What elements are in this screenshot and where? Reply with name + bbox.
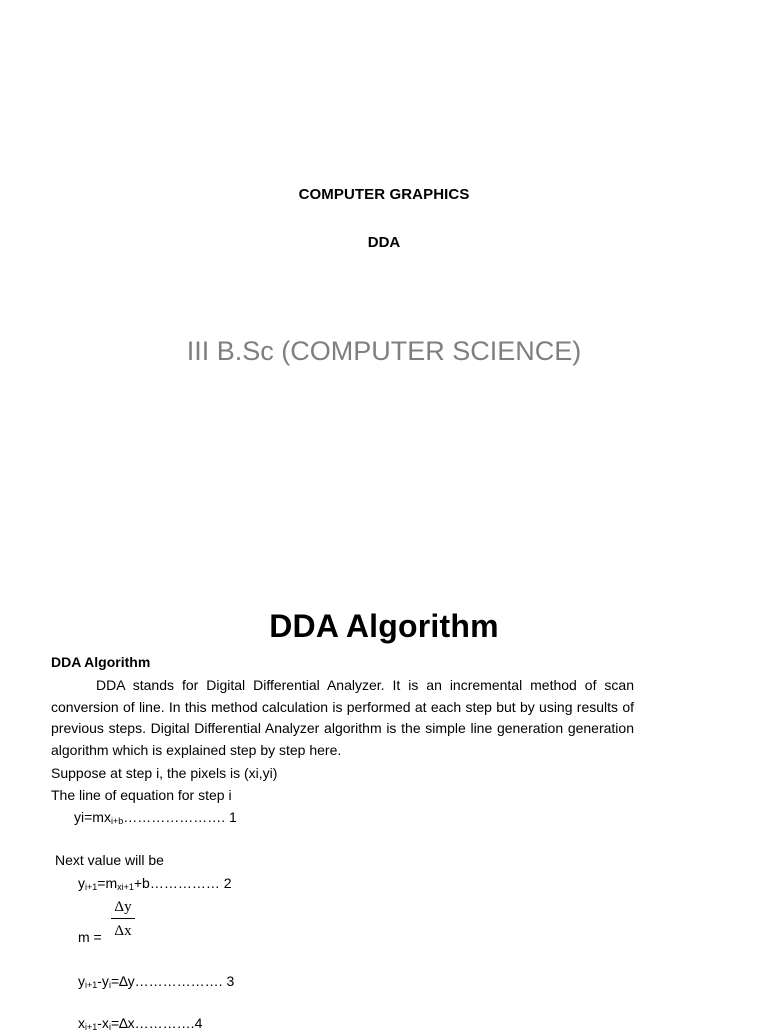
equation-4 xyxy=(78,1014,202,1036)
fraction-bar xyxy=(111,918,135,919)
intro-paragraph: DDA stands for Digital Differential Analyzer. It is an incremental method of scan conversion of line. In this method calculation is performed at each step but by using results of previous steps. Digital Differential Analyzer algorithm is the simple line generation generation algorithm which is explained step by step here. xyxy=(51,677,634,758)
eq2-y: y xyxy=(78,875,85,891)
eq4-sub2: i xyxy=(108,1022,111,1032)
equation-1 xyxy=(74,808,237,830)
eq2-mid: =m xyxy=(97,875,118,891)
slope-numerator: Δy xyxy=(114,899,132,915)
section-heading: DDA Algorithm xyxy=(51,654,151,670)
eq3-y2-sub: i xyxy=(108,980,111,990)
slope-fraction xyxy=(111,898,135,940)
eq4-suffix: =∆x………….4 xyxy=(110,1015,203,1031)
equation-3 xyxy=(78,972,234,994)
slope-denominator: Δx xyxy=(114,923,132,939)
slope-label: m = xyxy=(78,929,102,945)
eq4-mid: -x xyxy=(97,1015,109,1031)
eq3-mid: -y xyxy=(97,973,109,989)
eq3-suffix: =∆y………………. 3 xyxy=(110,973,235,989)
eq3-y1: y xyxy=(78,973,85,989)
eq4-x: x xyxy=(78,1015,85,1031)
eq4-sub: i+1 xyxy=(85,1022,98,1032)
equation-intro-line: The line of equation for step i xyxy=(51,787,232,803)
equation-2 xyxy=(78,874,232,896)
class-name: III B.Sc (COMPUTER SCIENCE) xyxy=(186,336,582,366)
eq1-sub: i+b xyxy=(110,816,124,826)
eq1-suffix: …………………. 1 xyxy=(123,809,237,825)
eq1-prefix: yi=mx xyxy=(74,809,111,825)
cover-subtitle: DDA xyxy=(367,234,401,251)
step-line: Suppose at step i, the pixels is (xi,yi) xyxy=(51,765,278,781)
next-value-line: Next value will be xyxy=(55,852,164,868)
eq2-y-sub: i+1 xyxy=(85,882,98,892)
eq3-y1-sub: i+1 xyxy=(85,980,98,990)
eq2-x-sub: xi+1 xyxy=(117,882,134,892)
cover-title: COMPUTER GRAPHICS xyxy=(298,186,470,203)
eq2-suffix: +b…………… 2 xyxy=(133,875,232,891)
main-heading: DDA Algorithm xyxy=(269,608,499,644)
